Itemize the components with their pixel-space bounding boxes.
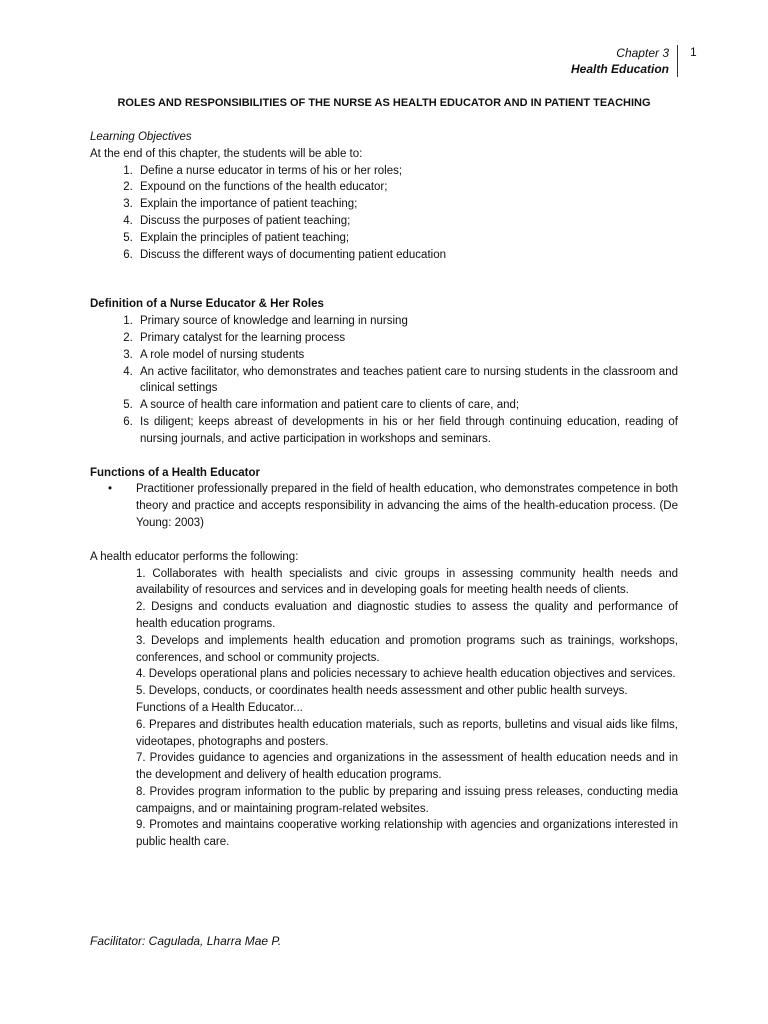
functions-list (90, 481, 678, 531)
definition-item: 4. An active facilitator, who demonstrates and teaches patient care to nursing students in the classroom and clinical settings (136, 364, 678, 398)
header-subject: Health Education (570, 62, 669, 76)
bullet-marker: • (108, 483, 113, 496)
objective-item: 6. Discuss the different ways of documenting patient education (136, 247, 678, 264)
functions-bullet-item (108, 481, 678, 531)
document-title: ROLES AND RESPONSIBILITIES OF THE NURSE AS HEALTH EDUCATOR AND IN PATIENT TEACHING (117, 97, 651, 109)
page-header (571, 45, 678, 77)
page-footer: Facilitator: Cagulada, Lharra Mae P. (90, 934, 282, 948)
performs-item: 9. Promotes and maintains cooperative working relationship with agencies and organizations interested in public health care. (136, 819, 678, 849)
objective-item: 2. Expound on the functions of the health educator; (136, 179, 678, 196)
performs-item: 3. Develops and implements health education and promotion programs such as trainings, workshops, conferences, and school or community projects. (136, 634, 678, 664)
objective-item: 4. Discuss the purposes of patient teaching; (136, 213, 678, 230)
performs-item: 5. Develops, conducts, or coordinates health needs assessment and other public health surveys. (136, 685, 628, 698)
performs-subheading: Functions of a Health Educator... (136, 701, 303, 714)
performs-list (90, 566, 678, 852)
definition-item: 2. Primary catalyst for the learning process (136, 330, 678, 347)
definition-item: 6. Is diligent; keeps abreast of developments in his or her field through continuing education, reading of nursing journals, and active participation in workshops and seminars. (136, 414, 678, 448)
performs-item: 6. Prepares and distributes health education materials, such as reports, bulletins and visual aids like films, videotapes, photographs and posters. (136, 718, 678, 748)
performs-item: 7. Provides guidance to agencies and organizations in the assessment of health education needs and in the development and delivery of health education programs. (136, 752, 678, 782)
performs-item: 2. Designs and conducts evaluation and diagnostic studies to assess the quality and performance of health education programs. (136, 601, 678, 630)
objective-item: 5. Explain the principles of patient teaching; (136, 230, 678, 247)
header-chapter: Chapter 3 (616, 46, 669, 60)
functions-heading: Functions of a Health Educator (90, 466, 260, 479)
functions-bullet-text: Practitioner professionally prepared in the field of health education, who demonstrates competence in both theory and practice and accepts responsibility in advancing the aims of the health-education process. (De Young: 2003) (136, 483, 678, 529)
definition-heading: Definition of a Nurse Educator & Her Roles (90, 298, 324, 311)
page-number: 1 (690, 45, 697, 59)
definition-item: 5. A source of health care information and patient care to clients of care, and; (136, 397, 678, 414)
objective-item: 1. Define a nurse educator in terms of his or her roles; (136, 163, 678, 180)
definition-item: 1. Primary source of knowledge and learning in nursing (136, 313, 678, 330)
objectives-intro: At the end of this chapter, the students will be able to: (90, 147, 363, 160)
objectives-list (90, 163, 678, 264)
objectives-heading: Learning Objectives (90, 131, 192, 143)
performs-item: 4. Develops operational plans and policies necessary to achieve health education objectives and services. (136, 668, 676, 681)
performs-intro: A health educator performs the following: (90, 550, 299, 563)
performs-item: 8. Provides program information to the public by preparing and issuing press releases, conducting media campaigns, and or maintaining program-related websites. (136, 785, 678, 815)
objective-item: 3. Explain the importance of patient teaching; (136, 196, 678, 213)
document-body (90, 129, 678, 851)
definition-list (90, 313, 678, 447)
definition-item: 3. A role model of nursing students (136, 347, 678, 364)
performs-item: 1. Collaborates with health specialists and civic groups in assessing community health needs and availability of resources and services and in developing goals for meeting health needs of clients. (136, 567, 678, 597)
